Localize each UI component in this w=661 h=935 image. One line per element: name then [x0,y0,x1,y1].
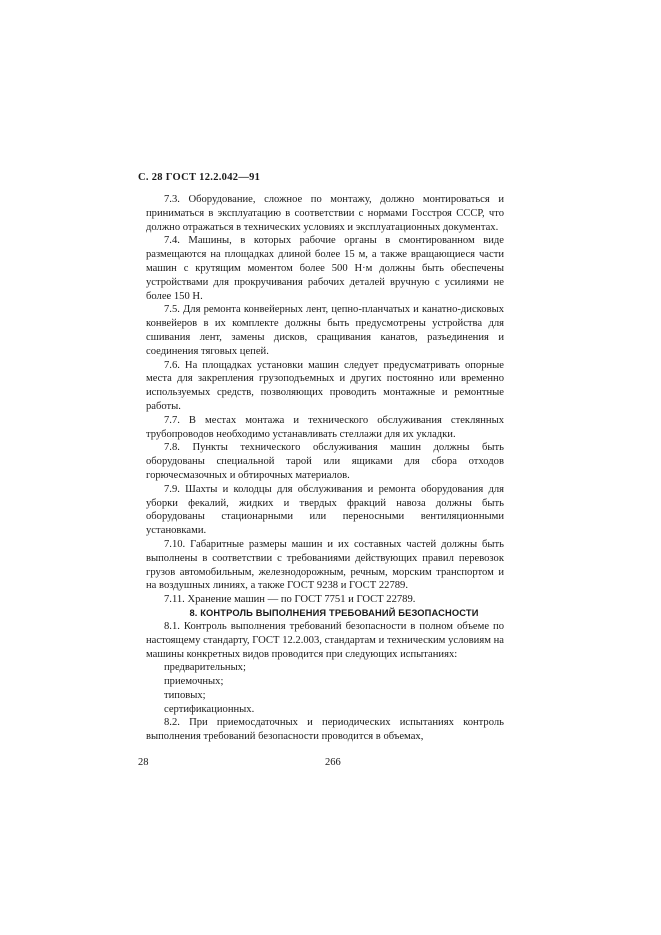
paragraph-8-2: 8.2. При приемосдаточных и периодических испытаниях контроль выполнения требований безопасности проводится в объемах, [146,717,504,743]
paragraph-7-5: 7.5. Для ремонта конвейерных лент, цепно-планчатых и канатно-дисковых конвейеров в их комплекте должны быть предусмотрены устройства для сшивания лент, замены дисков, сращивания канатов, разъединения и соединения тяговых цепей. [146,304,504,357]
paragraph-7-7: 7.7. В местах монтажа и технического обслуживания стеклянных трубопроводов необходимо устанавливать стеллажи для их укладки. [146,414,504,440]
paragraph-7-8: 7.8. Пункты технического обслуживания машин должны быть оборудованы специальной тарой или ящиками для сбора отходов горючесмазочных и обтирочных материалов. [146,442,504,481]
list-item: типовых; [164,689,206,701]
running-head: С. 28 ГОСТ 12.2.042—91 [138,172,261,183]
paragraph-7-10: 7.10. Габаритные размеры машин и их составных частей должны быть выполнены в соответствии с требованиями действующих правил перевозок грузов автомобильным, железнодорожным, речным, морским транспортом и на воздушных линиях, а также ГОСТ 9238 и ГОСТ 22789. [146,538,504,592]
test-types-list [146,661,504,716]
paragraph-8-1: 8.1. Контроль выполнения требований безопасности в полном объеме по настоящему стандарту, ГОСТ 12.2.003, стандартам и техническим условиям на машины конкретных видов проводится при следующих испытаниях: [146,620,504,660]
document-page-number: 266 [325,757,341,768]
page-number: 28 [138,757,149,768]
list-item: сертификационных. [164,703,255,715]
paragraph-7-9: 7.9. Шахты и колодцы для обслуживания и ремонта оборудования для уборки фекалий, жидких и твердых фракций навоза должны быть оборудованы стационарными или переносными вентиляционными установками. [146,483,504,537]
paragraph-7-11: 7.11. Хранение машин — по ГОСТ 7751 и ГОСТ 22789. [164,594,416,606]
paragraph-7-3: 7.3. Оборудование, сложное по монтажу, должно монтироваться и приниматься в эксплуатацию в соответствии с нормами Госстроя СССР, что должно отражаться в технических условиях и эксплуатационных документах. [146,194,504,233]
paragraph-7-4: 7.4. Машины, в которых рабочие органы в смонтированном виде размещаются на площадках длиной более 15 м, а также вращающиеся части машин с крутящим моментом более 500 Н·м должны быть обеспечены устройствами для прокручивания рабочих деталей вручную с усилиями не более 150 Н. [146,235,504,302]
section-8-title: 8. КОНТРОЛЬ ВЫПОЛНЕНИЯ ТРЕБОВАНИЙ БЕЗОПАСНОСТИ [189,607,479,618]
document-body [146,193,504,744]
paragraph-7-6: 7.6. На площадках установки машин следует предусматривать опорные места для закрепления грузоподъемных и других постоянно или временно используемых средств, позволяющих проводить монтажные и ремонтные работы. [146,359,504,412]
list-item: приемочных; [164,676,224,688]
list-item: предварительных; [164,662,246,674]
